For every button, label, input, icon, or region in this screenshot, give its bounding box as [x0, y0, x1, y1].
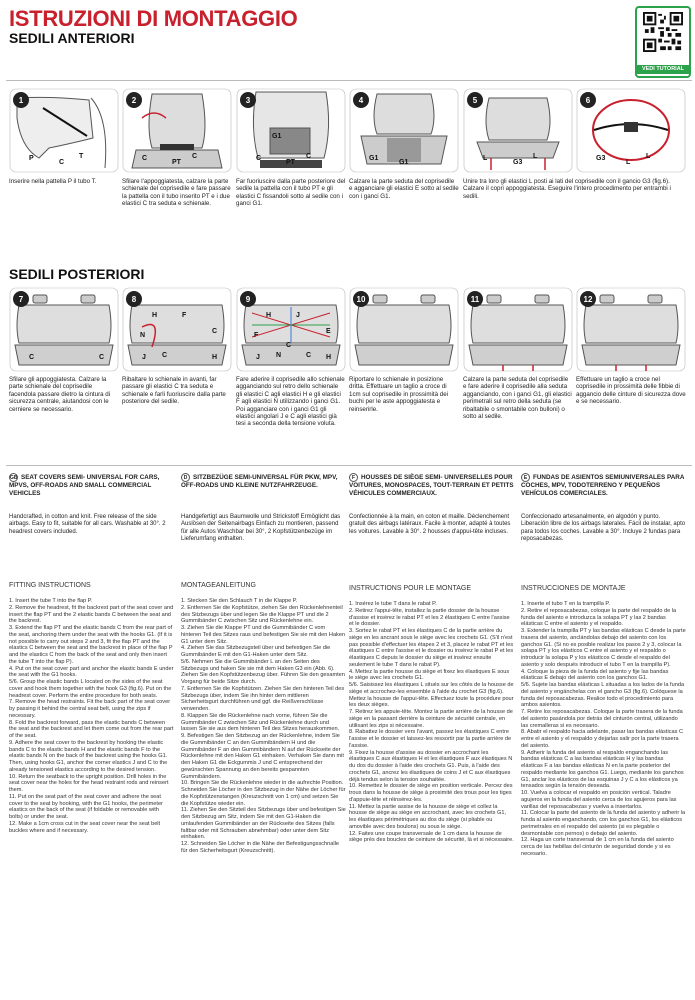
callout-label: J: [142, 354, 146, 361]
callout-label: C: [142, 155, 148, 162]
step-number: 4: [358, 96, 364, 105]
callout-label: P: [29, 155, 34, 162]
step-illustration-6: [576, 88, 686, 173]
step-number: 7: [18, 295, 24, 304]
step-number: 5: [472, 96, 478, 105]
step-illustration-10: [349, 287, 459, 372]
front-seats-heading: SEDILI ANTERIORI: [9, 30, 135, 46]
divider: [6, 80, 692, 81]
seat-diagram-icon: [122, 287, 232, 372]
callout-label: G3: [513, 159, 523, 166]
callout-label: G1: [399, 159, 409, 166]
callout-label: N: [276, 352, 282, 359]
step-number: 8: [131, 295, 137, 304]
step-illustration-3: [236, 88, 346, 173]
callout-label: H: [326, 354, 332, 361]
step-text-2: Sfilare l'appoggiatesta, calzare la parte schienale del coprisedile e fare passare la pattella con il tubo inserito PT e i due elastici C tra seduta e schienale.: [122, 178, 231, 208]
callout-label: L: [626, 159, 631, 166]
callout-label: L: [646, 153, 651, 160]
callout-label: G3: [596, 155, 606, 162]
qr-label: VEDI TUTORIAL: [637, 65, 689, 74]
seat-diagram-icon: [9, 88, 119, 173]
language-title-gb: GB SEAT COVERS SEMI- UNIVERSAL FOR CARS, MPVS, OFF-ROADS AND SMALL COMMERCIAL VEHICLES: [9, 474, 160, 497]
product-description: Confeccionado artesanalmente, en algodón y punto. Liberación libre de los airbags laterales. Fácil de instalar, apto para todos los coches. Lavable a 30°. Incluye 2 fundas para reposacabezas.: [521, 514, 686, 543]
flag-icon: E: [521, 473, 530, 482]
callout-label: L: [533, 153, 538, 160]
step-number: 12: [583, 295, 593, 304]
language-title-e: E FUNDAS DE ASIENTOS SEMIUNIVERSALES PARA COCHES, MPV, TODOTERRENO Y PEQUEÑOS VEHÍCULOS COMERCIALES.: [521, 474, 685, 497]
seat-diagram-icon: [349, 287, 459, 372]
seat-diagram-icon: [463, 287, 573, 372]
seat-diagram-icon: [236, 287, 346, 372]
instructions-heading: INSTRUCCIONES DE MONTAJE: [521, 585, 626, 592]
instructions-heading: INSTRUCTIONS POUR LE MONTAGE: [349, 585, 471, 592]
step-illustration-11: [463, 287, 573, 372]
product-description: Confectionnée à la main, en coton et maille. Déclenchement gratuit des airbags latéraux. Facile à monter, adapté à toutes les voitures. Lavable à 30°. 2 housses d'appui-tête incluses.: [349, 514, 511, 535]
instructions-body: 1. Insert the tube T into the flap P. 2. Remove the headrest, fit the backrest part of the seat cover and insert the flap PT and the 2 elastic bands C between the seat and the backrest. 3. Extend the flap PT and the elastic bands C from the rear part of the seat, anchoring them under the seat with the hooks G1. (If it is not possible to carry out steps 2 and 3, fit the flap PT and the elastics C between the seat and the backrest in place of the flap P and the elastics C from the back of the seat and only then insert the tube T into the flap P). 4. Put on the seat cover part and anchor the elastic bands E under the seat with the G1 hooks. 5/6. Group the elastic bands L located on the sides of the seat cover and hook them together with the hook G3 (fig.6). Put on the headrest cover. Perform the entire procedure for both seats. 7. Remove the head restraints. Fit the back part of the seat cover by passing it behind the central seat belt, using the zips if necessary. 8. Fold the backrest forward, pass the elastic bands C between the seat and the backrest and let them come out from the rear part of the seat. 9. Adhere the seat cover to the backrest by hooking the elastic bands C to the elastic bands H and the elastic bands F to the elastic bands N on the back of the backrest using the hooks G1. Then, using hooks G1, anchor the corner elastics J and C to the already tensioned elastics according to the desired tension. 10. Return the seatback to the upright position. Drill holes in the seat cover near the holes for the head restraint rods and reinsert them. 11. Put on the seat part of the seat cover and adhere the seat cover to the seat by hooking, with the G1 hooks, the perimeter elastics on the back of the seat (if foldable or removable with bolts) or under the seat. 12. Make a 1cm cross cut in the seat cover near the seat belt buckles where and if necessary.: [9, 598, 174, 834]
callout-label: C: [306, 153, 312, 160]
callout-label: C: [29, 354, 35, 361]
callout-label: F: [254, 332, 259, 339]
callout-label: C: [306, 352, 312, 359]
step-text-11: Calzare la parte seduta del coprisedile e fare aderire il coprisedile alla seduta agganciando, con i ganci G1, gli elastici perimetrali sul retro della seduta (se ribaltabile o smontabile con bulloni) o sotto al sedile.: [463, 376, 572, 421]
step-illustration-7: [9, 287, 119, 372]
step-text-3: Far fuoriuscire dalla parte posteriore del sedile la pattella con il tubo PT e gli elastici C fissandoli sotto al sedile con i ganci G1.: [236, 178, 346, 208]
step-text-5: Unire tra loro gli elastici L posti ai lati del coprisedile con il gancio G3 (fig.6). Calzare il copri appoggiatesta. Eseguire l'intero procedimento per entrambi i sedili.: [463, 178, 671, 200]
callout-label: C: [192, 153, 198, 160]
instructions-heading: MONTAGEANLEITUNG: [181, 582, 256, 589]
step-illustration-8: [122, 287, 232, 372]
callout-label: L: [483, 155, 488, 162]
callout-label: C: [162, 352, 168, 359]
language-title-d: D SITZBEZÜGE SEMI-UNIVERSAL FÜR PKW, MPV, OFF-ROADS UND KLEINE NUTZFAHRZEUGE.: [181, 474, 338, 489]
step-text-1: Inserire nella pattella P il tubo T.: [9, 178, 97, 185]
callout-label: T: [79, 153, 84, 160]
callout-label: C: [59, 159, 65, 166]
flag-icon: F: [349, 473, 358, 482]
seat-diagram-icon: [236, 88, 346, 173]
step-text-9: Fare aderire il coprisedile allo schienale agganciando sul retro dello schienale gli elastici C agli elastici H e gli elastici F agli elastici N utilizzando i ganci G1. Poi agganciare con i ganci G1 gli elastici angolari J e C agli elastici già tesi a seconda della tensione voluta.: [236, 376, 345, 428]
step-number: 10: [356, 295, 366, 304]
seat-diagram-icon: [122, 88, 232, 173]
step-number: 11: [470, 295, 480, 304]
instructions-body: 1. Insérez le tube T dans le rabat P. 2. Retirez l'appui-tête, installez la partie dossier de la housse d'assise et insérez le rabat PT et les 2 élastiques C entre l'assise et le dossier. 3. Sortez le rabat PT et les élastiques C de la partie arrière du siège en les ancrant sous le siège avec les crochets G1. (S'il n'est pas possible d'effectuer les étapes 2 et 3, placez le rabat PT et les élastiques C entre l'assise et le dossier ou insérez le rabat P et les élastiques C depuis le dossier du siège et insérez ensuite seulement le tube T dans le rabat P). 4. Mettez la partie housse du siège et fixez les élastiques E sous le siège avec les crochets G1. 5/6. Saisissez les élastiques L situés sur les côtés de la housse de siège et accrochez-les ensemble à l'aide du crochet G3 (fig.6). Mettez la housse de l'appui-tête. Effectuez toute la procédure pour les deux sièges. 7. Retirez les appuie-tête. Montez la partie arrière de la housse de siège en la passant derrière la ceinture de sécurité centrale, en utilisant les zips si nécessaire. 8. Rabattez le dossier vers l'avant, passez les élastiques C entre l'assise et le dossier et laissez-les ressortir par la partie arrière de l'assise. 9. Fixez la housse d'assise au dossier en accrochant les élastiques C aux élastiques H et les élastiques F aux élastiques N du dos du dossier à l'aide des crochets G1. Puis, à l'aide des crochets G1, ancrez les élastiques de coins J et C aux élastiques déjà tendus selon la tension souhaitée. 10. Remettez le dossier de siège en position verticale. Percez des trous dans la housse de siège à proximité des trous pour les tiges d'appuie-tête et réinsérez-les. 11. Mettez la partie assise de la housse de siège et collez la housse de siège au siège en accrochant, avec les crochets G1, les élastiques périmétriques au dos du siège (si pliable ou amovible avec des boulons) ou sous le siège. 12. Faites une coupe transversale de 1 cm dans la housse de siège près des boucles de ceinture de sécurité, là et si nécessaire.: [349, 601, 514, 844]
flag-icon: D: [181, 473, 190, 482]
callout-label: J: [256, 354, 260, 361]
callout-label: H: [152, 312, 158, 319]
step-text-7: Sfilare gli appoggiatesta. Calzare la parte schienale del coprisedile facendola passare dietro la cintura di sicurezza centrale, aiutandosi con le cerniere se necessario.: [9, 376, 111, 413]
instructions-heading: FITTING INSTRUCTIONS: [9, 582, 91, 589]
step-number: 2: [131, 96, 137, 105]
step-number: 1: [18, 96, 24, 105]
product-description: Handcrafted, in cotton and knit. Free release of the side airbags. Easy to fit, suitable for all cars. Washable at 30°. 2 headrest covers included.: [9, 514, 166, 535]
callout-label: H: [266, 312, 272, 319]
callout-label: C: [212, 328, 218, 335]
language-title-f: F HOUSSES DE SIÈGE SEMI- UNIVERSELLES POUR VOITURES, MONOSPACES, TOUT-TERRAIN ET PETITS VÉHICULES COMMERCIAUX.: [349, 474, 514, 497]
callout-label: H: [212, 354, 218, 361]
step-text-12: Effettuare un taglio a croce nel coprisedile in prossimità delle fibbie di aggancio delle cinture di sicurezza dove e se necessario.: [576, 376, 686, 406]
callout-label: PT: [286, 159, 295, 166]
seat-diagram-icon: [349, 88, 459, 173]
callout-label: C: [256, 155, 262, 162]
callout-label: C: [99, 354, 105, 361]
step-illustration-1: [9, 88, 119, 173]
product-description: Handgefertigt aus Baumwolle und Strickstoff Ermöglicht das Auslösen der Seitenairbags Einfach zu montieren, passend für alle Autos Waschbar bei 30°, 2 Kopfstützenbezüge im Lieferumfang enthalten.: [181, 514, 341, 543]
step-text-4: Calzare la parte seduta del coprisedile e agganciare gli elastici E sotto al sedile con i ganci G1.: [349, 178, 459, 200]
qr-code-icon[interactable]: [643, 12, 683, 52]
divider: [6, 465, 692, 466]
step-text-8: Ribaltare lo schienale in avanti, far passare gli elastici C tra seduta e schienale e farli fuoriuscire dalla parte posteriore del sedile.: [122, 376, 226, 406]
tutorial-qr-badge[interactable]: [635, 6, 691, 78]
callout-label: E: [326, 328, 331, 335]
step-illustration-5: [463, 88, 573, 173]
step-illustration-4: [349, 88, 459, 173]
instructions-body: 1. Stecken Sie den Schlauch T in die Klappe P. 2. Entfernen Sie die Kopfstütze, ziehen Sie den Rückenlehnenteil des Sitzbezugs über und legen Sie die Klappe PT und die 2 Gummibänder C zwischen Sitz und Rückenlehne ein. 3. Ziehen Sie die Klappe PT und die Gummibänder C vom hinteren Teil des Sitzes raus und befestigen Sie sie mit den Haken G1 unter dem Sitz. 4. Ziehen Sie das Sitzbezugsteil über und befestigen Sie die Gummibänder E mit den G1-Haken unter dem Sitz. 5/6. Nehmen Sie die Gummibänder L an den Seiten des Sitzbezugs und haken Sie sie mit dem Haken G3 ein (Abb. 6). Ziehen Sie den Kopfstützenbezug über. Führen Sie den gesamten Vorgang für beide Sitze durch. 7. Entfernen Sie die Kopfstützen. Ziehen Sie den hinteren Teil des Sitzbezugs über, indem Sie ihn hinter dem mittleren Sicherheitsgurt durchführen und ggf. die Reißverschlüsse verwenden. 8. Klappen Sie die Rückenlehne nach vorne, führen Sie die Gummibänder C zwischen Sitz und Rückenlehne durch und lassen Sie sie aus dem hinteren Teil des Sitzes herauskommen. 9. Befestigen Sie den Sitzbezug an der Rückenlehne, indem Sie die Gummibänder C an den Gummibändern H und die Gummibänder F an den Gummibändern N auf der Rückseite der Rückenlehne mit den Haken G1 einhaken. Verhaken Sie dann mit den Haken G1 die Eckgummis J und C entsprechend der gewünschten Spannung an den bereits gespannten Gummibändern. 10. Bringen Sie die Rückenlehne wieder in die aufrechte Position. Schneiden Sie Löcher in den Sitzbezug in der Nähe der Löcher für die Kopfstützenstangen (Kreuzschnitt von 1 cm) und setzen Sie die Kopfstütze wieder ein. 11. Ziehen Sie den Sitzteil des Sitzbezugs über und befestigen Sie den Sitzbezug am Sitz, indem Sie mit den G1-Haken die umlaufenden Gummibänder an der Rückseite des Sitzes (falls faltbar oder mit Schrauben abnehmbar) oder unter dem Sitz einhaken. 12. Schneiden Sie Löcher in die Nähe der Befestigungsschnalle für den Sicherheitsgurt (Kreuzschnitt).: [181, 598, 346, 854]
seat-diagram-icon: [576, 287, 686, 372]
seat-diagram-icon: [576, 88, 686, 173]
seat-diagram-icon: [463, 88, 573, 173]
instructions-body: 1. Inserte el tubo T en la trampilla P. 2. Retire el reposacabezas, coloque la parte del respaldo de la funda del asiento e introduzca la solapa PT y las 2 bandas elásticas C entre el asiento y el respaldo. 3. Extender la trampilla PT y las bandas elásticas C desde la parte trasera del asiento, anclándolas debajo del asiento con los ganchos G1. (Si no es posible realizar los pasos 2 y 3, colocar la solapa PT y los elásticos C entre el asiento y el respaldo o introducir la solapa P y los elásticos C desde el respaldo del asiento y solo después introducir el tubo T en la trampilla P). 4. Coloque la pieza de la funda del asiento y fije las bandas elásticas E debajo del asiento con los ganchos G1. 5/6. Sujete las bandas elásticas L situadas a los lados de la funda del asiento y engánchelas con el gancho G3 (fig.6). Colóquese la funda del reposacabezas. Realice todo el procedimiento para ambos asientos. 7. Retire los reposacabezas. Coloque la parte trasera de la funda del asiento pasándola por detrás del cinturón central, utilizando las cremalleras si es necesario. 8. Abatir el respaldo hacia adelante, pasar las bandas elásticas C entre el asiento y el respaldo y dejarlas salir por la parte trasera del asiento. 9. Adherir la funda del asiento al respaldo enganchando las bandas elásticas C a las bandas elásticas H y las bandas elásticas F a las bandas elásticas N en la parte posterior del respaldo mediante los ganchos G1. Luego, mediante los ganchos G1, anclar los elásticos de las esquinas J y C a los elásticos ya tensados según la tensión deseada. 10. Vuelva a colocar el respaldo en posición vertical. Taladre agujeros en la funda del asiento cerca de los agujeros para las varillas del reposacabezas y vuelva a insertarlos. 11. Colocar la parte del asiento de la funda del asiento y adherir la funda al asiento enganchando, con los ganchos G1, los elásticos perimetrales en el respaldo del asiento (si es plegable o desmontable con pernos) o debajo del asiento. 12. Haga un corte transversal de 1 cm en la funda del asiento cerca de las hebillas del cinturón de seguridad donde y si es necesario.: [521, 601, 686, 857]
callout-label: PT: [172, 159, 181, 166]
step-text-10: Riportare lo schienale in posizione dritta. Effettuare un taglio a croce di 1cm sul coprisedile in prossimità dei buchi per le aste appoggiatesta e reinserirle.: [349, 376, 449, 413]
callout-label: G1: [272, 133, 282, 140]
page-title: ISTRUZIONI DI MONTAGGIO: [9, 6, 298, 31]
callout-label: J: [296, 312, 300, 319]
flag-icon: GB: [10, 475, 18, 481]
step-illustration-9: [236, 287, 346, 372]
seat-diagram-icon: [9, 287, 119, 372]
step-illustration-12: [576, 287, 686, 372]
step-illustration-2: [122, 88, 232, 173]
step-number: 9: [245, 295, 251, 304]
callout-label: G1: [369, 155, 379, 162]
step-number: 6: [585, 96, 591, 105]
rear-seats-heading: SEDILI POSTERIORI: [9, 266, 145, 282]
callout-label: F: [182, 312, 187, 319]
step-number: 3: [245, 96, 251, 105]
callout-label: C: [286, 342, 292, 349]
callout-label: N: [140, 332, 146, 339]
